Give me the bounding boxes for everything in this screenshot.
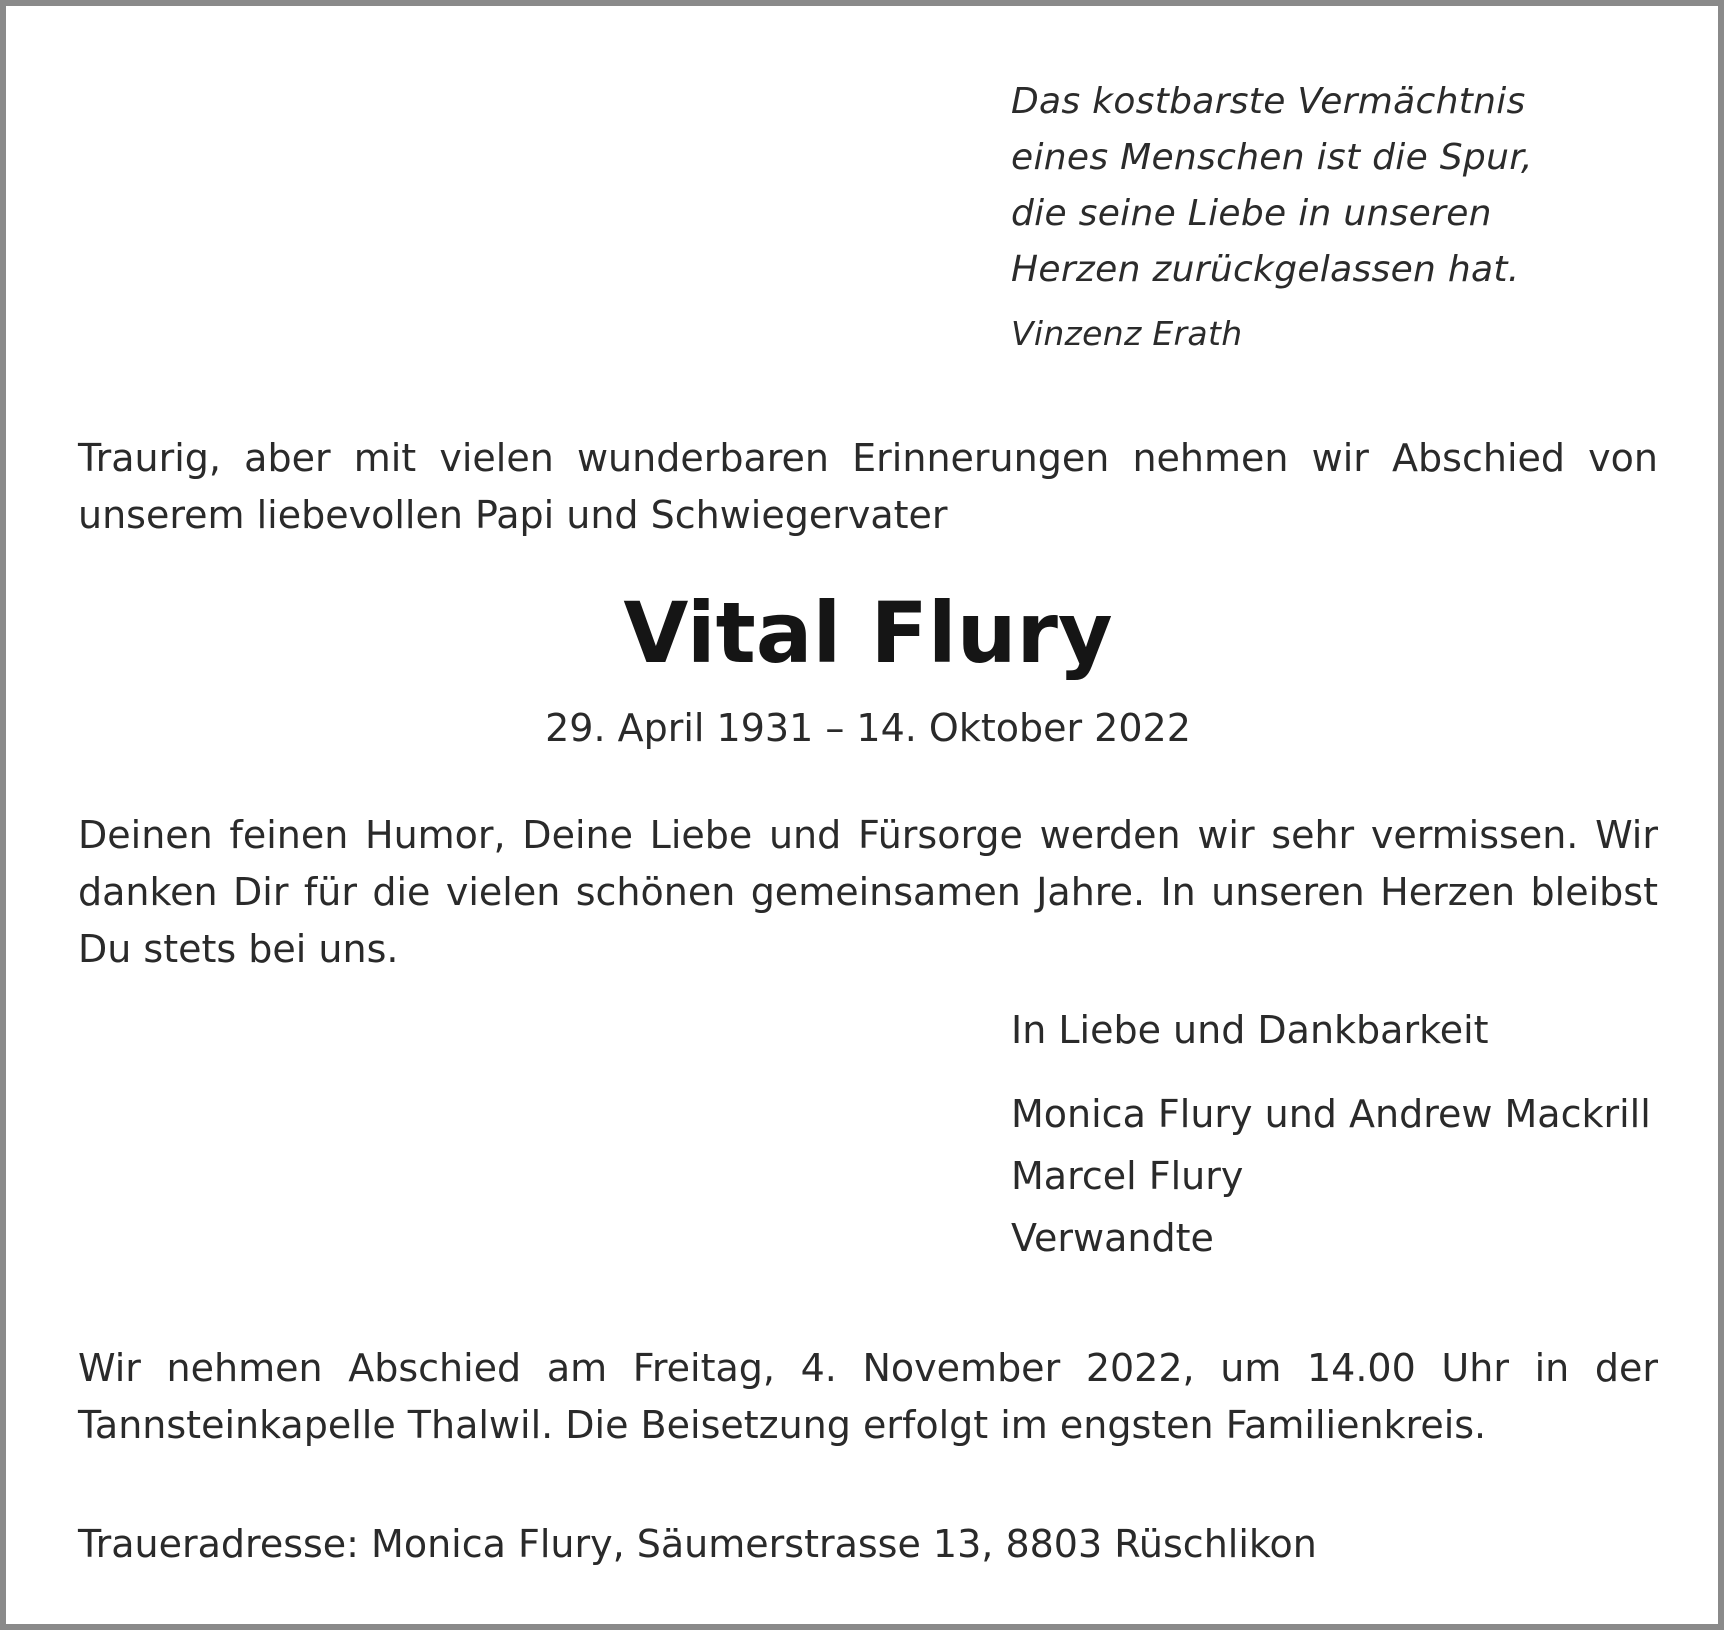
deceased-name: Vital Flury <box>623 584 1113 682</box>
signers-list <box>1011 1083 1651 1269</box>
quote-line: eines Menschen ist die Spur, <box>1011 137 1533 178</box>
quote-line: Das kostbarste Vermächtnis <box>1011 81 1526 122</box>
quote-block <box>1011 74 1651 358</box>
farewell-message: Deinen feinen Humor, Deine Liebe und Fürsorge werden wir sehr vermissen. Wir danken Dir für die vielen schönen gemeinsamen Jahre. In unseren Herzen bleibst Du stets bei uns. <box>78 813 1658 971</box>
mourning-address: Traueradresse: Monica Flury, Säumerstrasse 13, 8803 Rüschlikon <box>78 1522 1317 1566</box>
life-dates: 29. April 1931 – 14. Oktober 2022 <box>545 706 1191 750</box>
quote-author: Vinzenz Erath <box>1011 314 1243 353</box>
signer: Marcel Flury <box>1011 1154 1244 1198</box>
service-info: Wir nehmen Abschied am Freitag, 4. November 2022, um 14.00 Uhr in der Tannsteinkapelle Thalwil. Die Beisetzung erfolgt im engsten Familienkreis. <box>78 1346 1658 1447</box>
signoff: In Liebe und Dankbarkeit <box>1011 1008 1489 1052</box>
quote-line: die seine Liebe in unseren <box>1011 193 1492 234</box>
intro-text: Traurig, aber mit vielen wunderbaren Erinnerungen nehmen wir Abschied von unserem liebevollen Papi und Schwiegervater <box>78 436 1658 537</box>
signer: Monica Flury und Andrew Mackrill <box>1011 1092 1651 1136</box>
quote-line: Herzen zurückgelassen hat. <box>1011 249 1520 290</box>
signer: Verwandte <box>1011 1216 1214 1260</box>
